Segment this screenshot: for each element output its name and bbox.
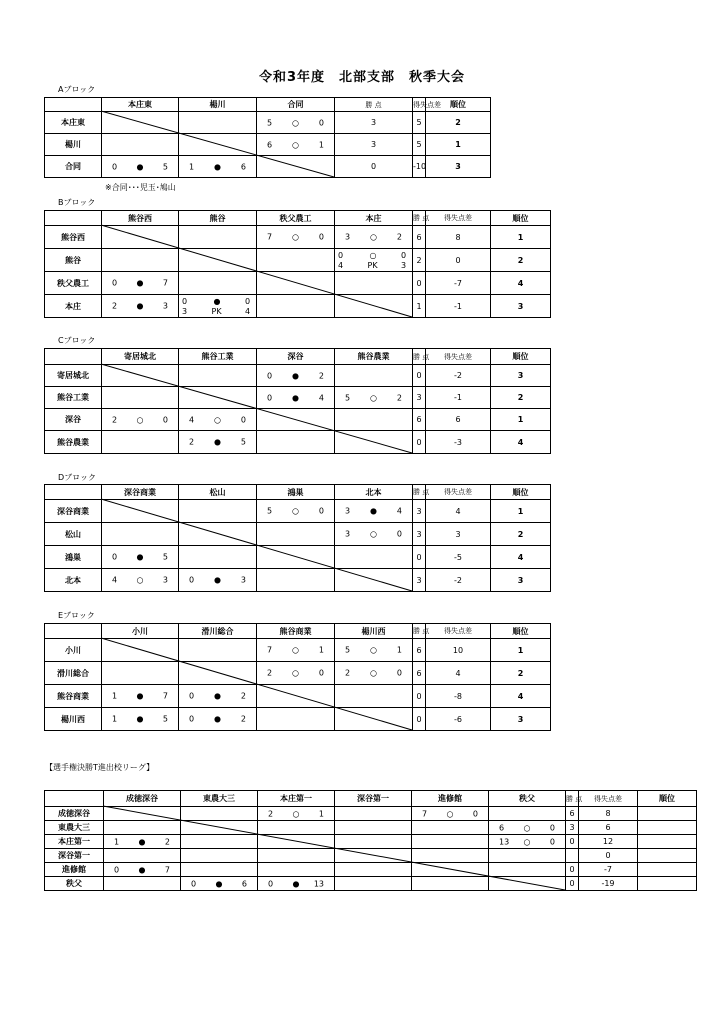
result-mark: ● (136, 301, 144, 311)
diagonal-line (101, 499, 412, 591)
column-header-team: 小川 (102, 624, 179, 639)
header-row (45, 485, 551, 500)
column-header-team: 鴻巣 (257, 485, 335, 500)
column-header-team: 楊川西 (335, 624, 413, 639)
result-mark: ● (292, 879, 300, 888)
result-mark: ○ (292, 118, 299, 127)
goal-diff-value: -1 (426, 387, 491, 409)
corner-cell (45, 791, 104, 807)
header-row (45, 98, 551, 112)
result-mark: ● (136, 691, 144, 701)
goal-diff-value: -7 (426, 272, 491, 295)
score-for: 0 (189, 714, 195, 724)
diagonal-line (101, 111, 334, 177)
wins-value: 3 (413, 387, 426, 409)
header-row (45, 349, 551, 365)
pk-score-against: 3 (401, 260, 407, 270)
rank-value: 1 (491, 226, 551, 249)
block-note: ※合同･･･児玉･鳩山 (105, 183, 176, 192)
result-mark: ○ (136, 575, 144, 585)
result-mark: ○ (523, 837, 531, 846)
column-header-team: 熊谷 (179, 211, 257, 226)
score-against: 7 (162, 278, 168, 288)
result-mark: ○ (292, 668, 299, 678)
column-header-team: 熊谷西 (102, 211, 179, 226)
score-against: 2 (164, 837, 170, 846)
row-team-name: 鴻巣 (45, 546, 102, 569)
wins-value: 0 (566, 863, 579, 877)
rank-value: 4 (491, 431, 551, 454)
score-against: 7 (164, 865, 170, 874)
score-for: 3 (345, 232, 351, 242)
wins-value: 3 (413, 500, 426, 523)
row-team-name: 楊川 (45, 134, 102, 156)
result-mark: ● (138, 837, 146, 846)
score-against: 1 (318, 809, 324, 818)
pk-score-for: 3 (182, 306, 188, 316)
score-against: 1 (318, 140, 324, 149)
wins-value: 1 (413, 295, 426, 318)
rank-value: 2 (491, 662, 551, 685)
row-team-name: 秩父農工 (45, 272, 102, 295)
diff-header: 得失点差 (426, 624, 491, 639)
result-mark: ○ (292, 232, 299, 242)
score-for: 0 (112, 552, 118, 562)
wins-value: 0 (413, 546, 426, 569)
rank-value: 4 (491, 272, 551, 295)
score-against: 0 (396, 668, 402, 678)
column-header-team: 深谷 (257, 349, 335, 365)
corner-cell (45, 485, 102, 500)
score-against: 2 (240, 714, 246, 724)
result-mark: ○ (292, 140, 299, 149)
rank-header: 順位 (638, 791, 697, 807)
diff-header: 得失点差 (426, 485, 491, 500)
score-for: 2 (112, 415, 118, 424)
result-mark: ● (213, 296, 221, 306)
diagonal-line (101, 364, 412, 453)
row-team-name: 合同 (45, 156, 102, 178)
result-mark: ○ (370, 645, 377, 655)
self-match-diagonal (101, 111, 334, 177)
column-header-team: 本庄第一 (258, 791, 335, 807)
wins-value: 3 (413, 523, 426, 546)
rank-value: 2 (491, 523, 551, 546)
score-against: 2 (240, 691, 246, 701)
score-for: 5 (345, 645, 351, 655)
score-against: 0 (240, 415, 246, 424)
goal-diff-value: -2 (426, 365, 491, 387)
score-against: 7 (162, 691, 168, 701)
rank-value (638, 835, 697, 849)
column-header-team: 深谷商業 (102, 485, 179, 500)
row-team-name: 熊谷西 (45, 226, 102, 249)
pk-score-against: 4 (245, 306, 251, 316)
result-mark: ○ (214, 415, 221, 424)
column-header-team: 滑川総合 (179, 624, 257, 639)
rank-value: 3 (426, 156, 491, 178)
wins-value: 0 (413, 365, 426, 387)
block-label: Eブロック (58, 611, 95, 620)
score-against: 0 (162, 415, 168, 424)
diagonal-line (103, 806, 565, 890)
block-label: Dブロック (58, 473, 96, 482)
rank-value: 3 (491, 569, 551, 592)
score-for: 0 (267, 371, 273, 380)
wins-value: 0 (413, 272, 426, 295)
row-team-name: 寄居城北 (45, 365, 102, 387)
score-for: 13 (499, 837, 510, 846)
wins-value: 3 (413, 569, 426, 592)
row-team-name: 熊谷 (45, 249, 102, 272)
diff-header: 得失点差 (579, 791, 638, 807)
rank-value: 1 (491, 500, 551, 523)
score-against: 0 (401, 250, 407, 260)
rank-header: 順位 (426, 98, 491, 112)
score-against: 6 (241, 879, 247, 888)
result-mark: ○ (370, 668, 377, 678)
wins-value: 0 (335, 156, 413, 178)
score-for: 1 (189, 162, 195, 171)
score-against: 6 (240, 162, 246, 171)
result-mark: ● (136, 714, 144, 724)
goal-diff-value: -1 (426, 295, 491, 318)
page-title: 令和3年度 北部支部 秋季大会 (258, 70, 466, 85)
rank-value: 3 (491, 708, 551, 731)
corner-cell (45, 624, 102, 639)
row-team-name: 成徳深谷 (45, 807, 104, 821)
rank-value: 3 (491, 365, 551, 387)
result-mark: ● (214, 575, 221, 585)
score-against: 13 (313, 879, 324, 888)
wins-value: 0 (413, 685, 426, 708)
rank-value: 2 (491, 249, 551, 272)
score-against: 0 (549, 823, 555, 832)
column-header-team: 東農大三 (181, 791, 258, 807)
wins-value: 3 (335, 134, 413, 156)
score-against: 1 (318, 645, 324, 655)
score-for: 0 (189, 575, 195, 585)
self-match-diagonal (101, 364, 412, 453)
row-team-name: 楊川西 (45, 708, 102, 731)
score-for: 7 (267, 645, 273, 655)
score-against: 4 (318, 393, 324, 402)
self-match-diagonal (101, 638, 412, 730)
wins-value (566, 849, 579, 863)
self-match-diagonal (101, 225, 412, 317)
score-against: 0 (318, 232, 324, 242)
wins-header: 勝 点 (566, 791, 579, 807)
goal-diff-value: -10 (413, 156, 426, 178)
result-mark: ● (136, 162, 144, 171)
row-team-name: 深谷 (45, 409, 102, 431)
column-header-team: 本庄東 (102, 98, 179, 112)
wins-value: 0 (413, 708, 426, 731)
wins-value: 0 (566, 835, 579, 849)
goal-diff-value: -6 (426, 708, 491, 731)
result-mark: ○ (370, 529, 377, 539)
goal-diff-value: 4 (426, 500, 491, 523)
score-for: 5 (345, 393, 351, 402)
score-against: 5 (162, 552, 168, 562)
goal-diff-value: 0 (426, 249, 491, 272)
goal-diff-value: 6 (579, 821, 638, 835)
goal-diff-value: -2 (426, 569, 491, 592)
column-header-team: 熊谷商業 (257, 624, 335, 639)
score-against: 3 (240, 575, 246, 585)
header-row (45, 791, 697, 807)
score-for: 2 (267, 668, 273, 678)
final-league-label: 【選手権決勝T進出校リーグ】 (45, 763, 155, 772)
wins-header: 勝 点 (413, 349, 426, 365)
rank-value (638, 849, 697, 863)
score-for: 2 (112, 301, 118, 311)
row-team-name: 熊谷商業 (45, 685, 102, 708)
result-mark: ○ (446, 809, 454, 818)
score-for: 2 (189, 437, 195, 447)
result-mark: ○ (292, 506, 299, 516)
result-mark: ● (370, 506, 377, 516)
goal-diff-value: 8 (426, 226, 491, 249)
corner-cell (45, 98, 102, 112)
row-team-name: 深谷商業 (45, 500, 102, 523)
score-for: 1 (114, 837, 120, 846)
header-row (45, 211, 551, 226)
score-against: 5 (162, 162, 168, 171)
goal-diff-value: 5 (413, 134, 426, 156)
score-for: 2 (345, 668, 351, 678)
row-team-name: 本庄 (45, 295, 102, 318)
column-header-team: 松山 (179, 485, 257, 500)
rank-value: 2 (426, 112, 491, 134)
row-team-name: 本庄第一 (45, 835, 104, 849)
score-for: 0 (267, 393, 273, 402)
rank-value: 4 (491, 546, 551, 569)
result-mark: ● (138, 865, 146, 874)
score-against: 4 (396, 506, 402, 516)
wins-header: 勝 点 (413, 485, 426, 500)
row-team-name: 滑川総合 (45, 662, 102, 685)
result-mark: ○ (370, 393, 377, 402)
score-for: 0 (112, 278, 118, 288)
column-header-team: 熊谷農業 (335, 349, 413, 365)
result-mark: ● (214, 714, 221, 724)
pk-label: PK (367, 260, 378, 270)
wins-header: 勝 点 (335, 98, 413, 112)
diff-header: 得失点差 (426, 349, 491, 365)
score-for: 5 (267, 506, 273, 516)
goal-diff-value: 10 (426, 639, 491, 662)
score-against: 5 (240, 437, 246, 447)
score-against: 0 (396, 529, 402, 539)
row-team-name: 松山 (45, 523, 102, 546)
diff-header: 得失点差 (426, 211, 491, 226)
score-against: 0 (318, 668, 324, 678)
score-for: 3 (345, 506, 351, 516)
result-mark: ● (215, 879, 223, 888)
score-against: 1 (396, 645, 402, 655)
column-header-team: 進修館 (412, 791, 489, 807)
result-mark: ● (136, 552, 144, 562)
block-label: Aブロック (58, 85, 96, 94)
score-against: 0 (245, 296, 251, 306)
result-mark: ○ (292, 645, 299, 655)
corner-cell (45, 349, 102, 365)
score-for: 1 (112, 691, 118, 701)
score-against: 0 (549, 837, 555, 846)
block-label: Cブロック (58, 336, 96, 345)
column-header-team: 深谷第一 (335, 791, 412, 807)
self-match-diagonal (103, 806, 565, 890)
result-mark: ● (214, 162, 221, 171)
row-team-name: 熊谷農業 (45, 431, 102, 454)
rank-value: 3 (491, 295, 551, 318)
wins-value: 0 (566, 877, 579, 891)
pk-score-for: 4 (338, 260, 344, 270)
result-mark: ○ (136, 415, 144, 424)
rank-value: 1 (426, 134, 491, 156)
row-team-name: 熊谷工業 (45, 387, 102, 409)
score-against: 0 (472, 809, 478, 818)
goal-diff-value: 0 (579, 849, 638, 863)
wins-value: 6 (413, 226, 426, 249)
score-against: 5 (162, 714, 168, 724)
row-team-name: 北本 (45, 569, 102, 592)
block-label: Bブロック (58, 198, 96, 207)
score-against: 0 (318, 118, 324, 127)
wins-value: 6 (413, 662, 426, 685)
rank-header: 順位 (491, 211, 551, 226)
column-header-team: 秩父農工 (257, 211, 335, 226)
score-for: 7 (422, 809, 428, 818)
goal-diff-value: -5 (426, 546, 491, 569)
rank-value: 4 (491, 685, 551, 708)
column-header-team: 成徳深谷 (104, 791, 181, 807)
goal-diff-value: 4 (426, 662, 491, 685)
goal-diff-value: -19 (579, 877, 638, 891)
goal-diff-value: 12 (579, 835, 638, 849)
score-against: 0 (318, 506, 324, 516)
row-team-name: 小川 (45, 639, 102, 662)
rank-value: 2 (491, 387, 551, 409)
result-mark: ○ (370, 232, 377, 242)
score-for: 6 (267, 140, 273, 149)
goal-diff-value: 3 (426, 523, 491, 546)
column-header-team: 北本 (335, 485, 413, 500)
rank-header: 順位 (491, 349, 551, 365)
score-for: 0 (268, 879, 274, 888)
wins-value: 6 (566, 807, 579, 821)
wins-value: 3 (335, 112, 413, 134)
rank-value (638, 807, 697, 821)
wins-value: 2 (413, 249, 426, 272)
score-for: 0 (182, 296, 188, 306)
column-header-team: 楊川 (179, 98, 257, 112)
score-for: 0 (189, 691, 195, 701)
column-header-team: 寄居城北 (102, 349, 179, 365)
result-mark: ● (136, 278, 144, 288)
score-for: 0 (114, 865, 120, 874)
wins-header: 勝 点 (413, 624, 426, 639)
row-team-name: 東農大三 (45, 821, 104, 835)
goal-diff-value: -8 (426, 685, 491, 708)
result-mark: ● (214, 437, 221, 447)
rank-value (638, 877, 697, 891)
rank-value (638, 863, 697, 877)
diagonal-line (101, 225, 412, 317)
wins-value: 0 (413, 431, 426, 454)
pk-label: PK (211, 306, 222, 316)
goal-diff-value: 6 (426, 409, 491, 431)
column-header-team: 本庄 (335, 211, 413, 226)
score-for: 6 (499, 823, 505, 832)
column-header-team: 合同 (257, 98, 335, 112)
result-mark: ○ (292, 809, 300, 818)
score-for: 1 (112, 714, 118, 724)
rank-value (638, 821, 697, 835)
score-for: 4 (189, 415, 195, 424)
corner-cell (45, 211, 102, 226)
diff-header: 得失点差 (413, 98, 426, 112)
score-against: 2 (318, 371, 324, 380)
wins-value: 3 (566, 821, 579, 835)
row-team-name: 秩父 (45, 877, 104, 891)
goal-diff-value: 8 (579, 807, 638, 821)
result-mark: ● (292, 393, 299, 402)
score-for: 0 (112, 162, 118, 171)
goal-diff-value: -7 (579, 863, 638, 877)
wins-header: 勝 点 (413, 211, 426, 226)
rank-value: 1 (491, 409, 551, 431)
rank-header: 順位 (491, 485, 551, 500)
self-match-diagonal (101, 499, 412, 591)
result-mark: ● (292, 371, 299, 380)
score-against: 3 (162, 301, 168, 311)
score-for: 5 (267, 118, 273, 127)
score-for: 0 (191, 879, 197, 888)
row-team-name: 進修館 (45, 863, 104, 877)
column-header-team: 熊谷工業 (179, 349, 257, 365)
rank-value: 1 (491, 639, 551, 662)
goal-diff-value: 5 (413, 112, 426, 134)
result-mark: ● (214, 691, 221, 701)
score-for: 3 (345, 529, 351, 539)
diagonal-line (101, 638, 412, 730)
score-for: 7 (267, 232, 273, 242)
score-against: 2 (396, 232, 402, 242)
goal-diff-value: -3 (426, 431, 491, 454)
result-mark: ○ (369, 250, 377, 260)
row-team-name: 本庄東 (45, 112, 102, 134)
score-for: 4 (112, 575, 118, 585)
wins-value: 6 (413, 409, 426, 431)
score-against: 2 (396, 393, 402, 402)
score-for: 2 (268, 809, 274, 818)
score-for: 0 (338, 250, 344, 260)
score-against: 3 (162, 575, 168, 585)
result-mark: ○ (523, 823, 531, 832)
column-header-team: 秩父 (489, 791, 566, 807)
row-team-name: 深谷第一 (45, 849, 104, 863)
wins-value: 6 (413, 639, 426, 662)
header-row (45, 624, 551, 639)
rank-header: 順位 (491, 624, 551, 639)
